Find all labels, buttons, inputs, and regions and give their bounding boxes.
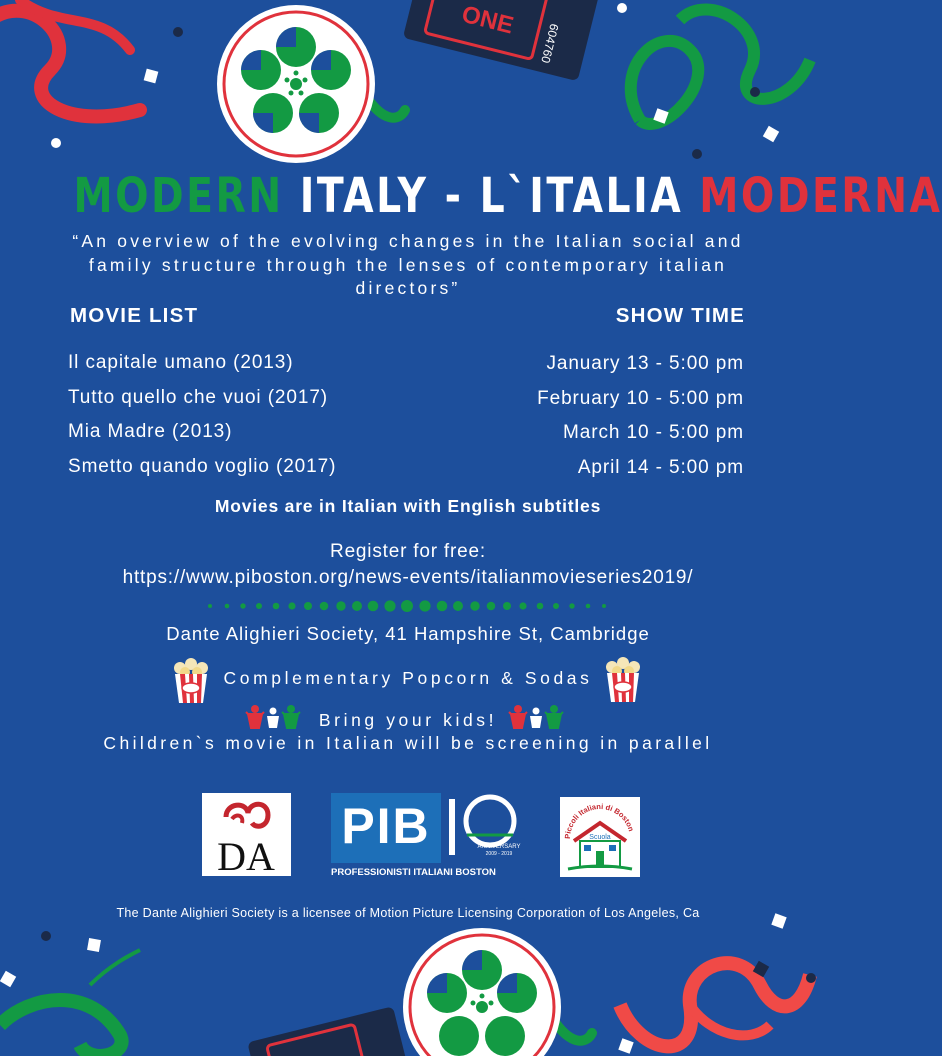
showtime-item: February 10 - 5:00 pm <box>537 388 744 409</box>
kids-parallel-text: Children`s movie in Italian will be screening in parallel <box>103 733 713 753</box>
show-time-header: SHOW TIME <box>615 304 745 327</box>
subtitles-note: Movies are in Italian with English subtitles <box>214 496 602 516</box>
confetti-bottom-left <box>0 925 200 1056</box>
title-part-italy: ITALY - L`ITALIA <box>299 168 684 224</box>
location-text: Dante Alighieri Society, 41 Hampshire St, Cambridge <box>166 623 650 644</box>
svg-text:ANNIVERSARY: ANNIVERSARY <box>477 844 521 850</box>
svg-text:ONE: ONE <box>459 0 517 40</box>
ticket-icon <box>395 0 595 85</box>
license-text: The Dante Alighieri Society is a licensee of Motion Picture Licensing Corporation of Los Angeles, Ca <box>116 906 700 920</box>
kids-text: Bring your kids! <box>318 710 498 730</box>
movie-item: Smetto quando voglio (2017) <box>68 456 337 477</box>
confetti-top-left <box>0 0 200 160</box>
title-part-modern: MODERN <box>73 168 284 224</box>
pib-letters: PIB <box>341 798 431 854</box>
anniversary-10-icon <box>443 793 521 863</box>
da-emblem-icon <box>202 793 291 879</box>
school-house-icon <box>560 797 640 877</box>
svg-text:Piccoli Italiani di Boston: Piccoli Italiani di Boston <box>562 801 636 840</box>
showtime-item: January 13 - 5:00 pm <box>546 353 744 374</box>
showtime-item: April 14 - 5:00 pm <box>577 457 744 478</box>
svg-text:604760: 604760 <box>538 22 562 65</box>
svg-text:Scuola: Scuola <box>589 834 611 841</box>
movie-item: Mia Madre (2013) <box>68 421 233 442</box>
film-reel-icon <box>402 928 602 1056</box>
movie-item: Il capitale umano (2013) <box>68 352 294 373</box>
pib-logo <box>331 793 521 880</box>
register-label: Register for free: <box>330 541 486 562</box>
scuola-logo <box>560 797 640 877</box>
title-part-moderna: MODERNA <box>699 168 942 224</box>
dotted-divider <box>200 598 616 614</box>
register-link[interactable]: https://www.piboston.org/news-events/italianmovieseries2019/ <box>122 567 694 588</box>
page-title <box>73 168 942 224</box>
film-reel-icon <box>215 5 415 165</box>
showtime-item: March 10 - 5:00 pm <box>563 422 744 443</box>
ticket-icon <box>240 1005 400 1056</box>
confetti-top-right <box>600 0 816 170</box>
movie-item: Tutto quello che vuoi (2017) <box>68 387 329 408</box>
subtitle-quote: “An overview of the evolving changes in the Italian social and family structure through the lenses of contemporary italian directors” <box>72 231 744 298</box>
confetti-bottom-right <box>600 905 816 1056</box>
kids-icon <box>509 704 563 728</box>
dante-alighieri-logo <box>202 793 291 879</box>
movie-list-header: MOVIE LIST <box>70 304 199 327</box>
pib-caption: PROFESSIONISTI ITALIANI BOSTON <box>331 867 496 878</box>
popcorn-icon <box>604 657 642 703</box>
popcorn-text: Complementary Popcorn & Sodas <box>223 668 593 688</box>
svg-text:2009 - 2019: 2009 - 2019 <box>485 851 513 857</box>
svg-text:DA: DA <box>217 834 275 879</box>
